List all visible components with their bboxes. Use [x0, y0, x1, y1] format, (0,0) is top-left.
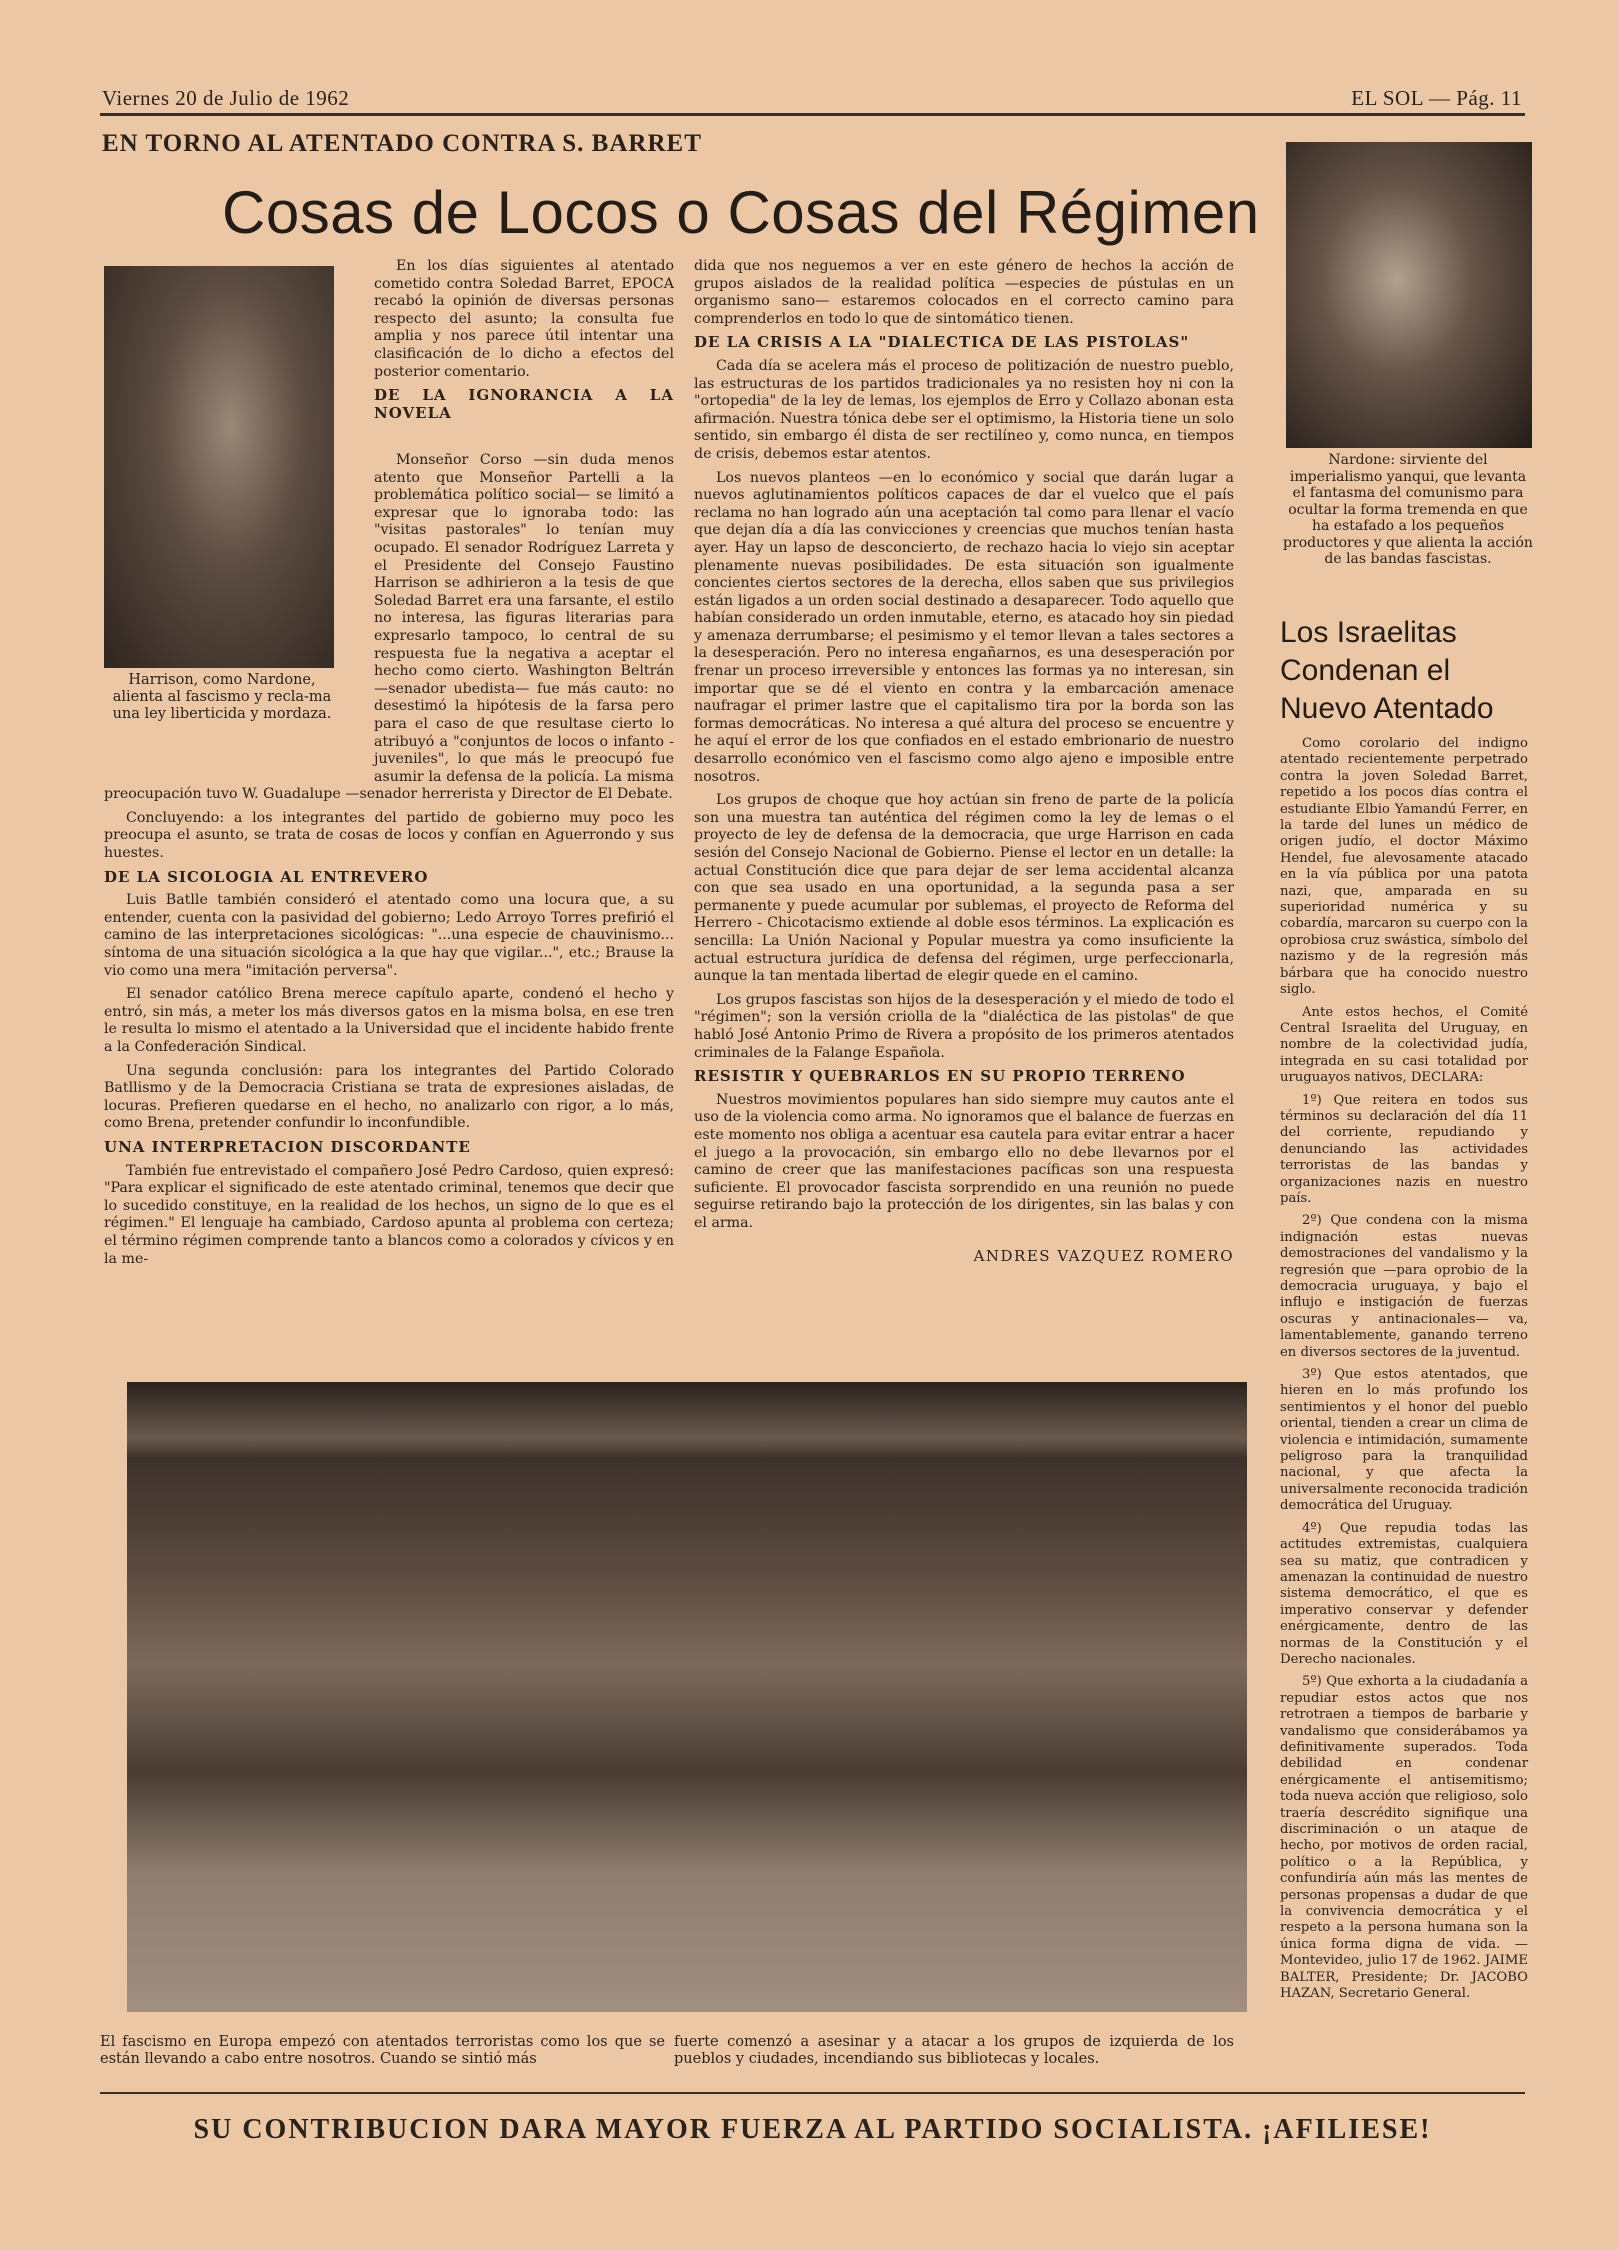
intro-paragraph: En los días siguientes al atentado cometido contra Soledad Barret, EPOCA recabó la opinión de diversas personas respecto del asunto; la consulta fue amplia y nos parece útil intentar una clasificación de lo dicho a efectos del posterior comentario. [374, 258, 674, 380]
paragraph: 5º) Que exhorta a la ciudadanía a repudiar estos actos que nos retrotraen a tiempos de barbarie y vandalismo que considerábamos ya definitivamente superados. Toda debilidad en condenar enérgicamente el antisemitismo; toda nueva acción que religioso, solo traería descrédito signifique una discriminación o un ataque de hecho, por motivos de orden racial, político o a la República, y confundiría aún más las mentes de personas propensas a dudar de que la convivencia democrática y el respeto a la persona humana son la única forma digna de vida. — Montevideo, julio 17 de 1962. JAIME BALTER, Presidente; Dr. JACOBO HAZAN, Secretario General. [1280, 1674, 1528, 2002]
kicker: EN TORNO AL ATENTADO CONTRA S. BARRET [102, 130, 702, 157]
nardone-caption: Nardone: sirviente del imperialismo yanqui, que levanta el fantasma del comunismo para ocultar la forma tremenda en que ha estafado a los pequeños productores y que alienta la acción de las bandas fascistas. [1283, 452, 1533, 567]
fascism-caption-right: fuerte comenzó a asesinar y a atacar a los grupos de izquierda de los pueblos y ciudades, incendiando sus bibliotecas y locales. [674, 2034, 1234, 2067]
side-headline-line: Los Israelitas [1280, 616, 1457, 649]
subhead-interpretacion: UNA INTERPRETACION DISCORDANTE [104, 1137, 471, 1156]
paragraph: También fue entrevistado el compañero José Pedro Cardoso, quien expresó: "Para explicar el significado de este atentado criminal, tenemos que decir que lo sucedido constituye, en la realidad de los hechos, un signo de lo que es el régimen." El lenguaje ha cambiado, Cardoso apunta al problema con certeza; el término régimen comprende tanto a blancos como a colorados y cívicos y en la me- [104, 1162, 674, 1267]
side-headline [1280, 614, 1540, 728]
footer-rule [100, 2092, 1525, 2094]
paragraph: Una segunda conclusión: para los integrantes del Partido Colorado Batllismo y de la Democracia Cristiana se trata de expresiones aisladas, de locuras. Prefieren quedarse en el hecho, no analizarlo con rigor, a lo más, como Brena, pretender confundir lo inconfundible. [104, 1062, 674, 1132]
subhead-resistir: RESISTIR Y QUEBRARLOS EN SU PROPIO TERRENO [694, 1067, 1186, 1086]
paragraph: Luis Batlle también consideró el atentado como una locura que, a su entender, cuenta con la pasividad del gobierno; Ledo Arroyo Torres prefirió el camino de las interpretaciones sicológicas: "...una especie de chauvinismo... síntoma de una situación sicológica a la que hay que vigilar...", etc.; Brause la vio como una mera "imitación perversa". [104, 892, 674, 979]
paragraph: Nuestros movimientos populares han sido siempre muy cautos ante el uso de la violencia como arma. No ignoramos que el balance de fuerzas en este momento nos obliga a acentuar esa cautela para evitar entrar a hacer el juego a la provocación, sin embargo ello no debe llevarnos por el camino de creer que las manifestaciones pacíficas son una respuesta suficiente. El provocador fascista sorprendido en una reunión no puede seguirse retirando bajo la protección de los dirigentes, sin las balas y con el arma. [694, 1091, 1234, 1231]
side-article-body [1280, 736, 1528, 2008]
header-rule [100, 113, 1525, 116]
paragraph: 4º) Que repudia todas las actitudes extremistas, cualquiera sea su matiz, que contradicen y amenazan la continuidad de nuestro sistema democrático, el que es imperativo conservar y defender enérgicamente, dentro de las normas de la Constitución y el Derecho nacionales. [1280, 1520, 1528, 1667]
nardone-photo [1286, 142, 1532, 448]
footer-slogan: SU CONTRIBUCION DARA MAYOR FUERZA AL PARTIDO SOCIALISTA. ¡AFILIESE! [193, 2114, 1432, 2145]
article-column-2 [694, 258, 1234, 1266]
subhead-ignorancia: DE LA IGNORANCIA A LA NOVELA [374, 386, 674, 422]
paragraph: Como corolario del indigno atentado recientemente perpetrado contra la joven Soledad Barret, repetido a los pocos días contra el estudiante Elbio Yamandú Ferrer, en la tarde del lunes un médico de origen judío, el doctor Máximo Hendel, fue alevosamente atacado en la vía pública por una patota nazi, que, amparada en su superioridad numérica y su cobardía, marcaron su cuerpo con la oprobiosa cruz swástica, símbolo del nazismo y de la regresión más bárbara que ha conocido nuestro siglo. [1280, 736, 1528, 998]
side-headline-line: Condenan el [1280, 654, 1451, 687]
paper-page: EL SOL — Pág. 11 [1351, 86, 1522, 110]
paragraph: El senador católico Brena merece capítulo aparte, condenó el hecho y entró, sin más, a meter los más diversos gatos en la misma bolsa, en ese tren le resulta lo mismo el atentado a la Universidad que el incidente habido frente a la Confederación Sindical. [104, 986, 674, 1055]
paragraph: 1º) Que reitera en todos sus términos su declaración del día 11 del corriente, repudiando y denunciando las actividades terroristas de las bandas y organizaciones nazis en nuestro país. [1280, 1092, 1528, 1206]
paragraph: Ante estos hechos, el Comité Central Israelita del Uruguay, en nombre de la colectividad judía, integrada en su casi totalidad por uruguayos nativos, DECLARA: [1280, 1004, 1528, 1086]
paragraph: 3º) Que estos atentados, que hieren en lo más profundo los sentimientos y el honor del pueblo oriental, tienden a crear un clima de violencia e intimidación, sumamente peligroso para la tranquilidad nacional, y que afecta la universalmente reconocida tradición democrática del Uruguay. [1280, 1367, 1528, 1514]
paragraph: dida que nos neguemos a ver en este género de hechos la acción de grupos aislados de la realidad política —especies de pústulas en un organismo sano— estaremos colocados en el correcto camino para comprenderlos en todo lo que de sintomático tienen. [694, 258, 1234, 327]
fascism-photo [127, 1382, 1247, 2012]
photo-float-spacer [104, 452, 374, 772]
paragraph: Los nuevos planteos —en lo económico y social que darán lugar a nuevos aglutinamientos políticos capaces de dar el vuelco que el país reclama no han logrado aún una aceptación tal como para llenar el vacío que dejan día a día las convicciones y creencias que muchos tenían hasta ayer. Hay un lapso de desconcierto, de rechazo hacia lo viejo sin aceptar plenamente nuevas posibilidades. De esta situación son igualmente concientes ciertos sectores de la derecha, ellos saben que sus privilegios están ligados a un orden social destinado a desaparecer. Todo aquello que habían considerado un orden inmutable, eterno, es atacado hoy sin piedad y amenaza derrumbarse; el pesimismo y el temor llevan a tales sectores a la desesperación. Pero no interesa engañarnos, es una desesperación por frenar un proceso irreversible y entonces las formas ya no interesan, sin importar que se dé el viento en contra y la embarcación amenace naufragar el primer lastre que el capitalismo tira por la borda son las formas democráticas. No interesa a qué altura del proceso se encuentre y he aquí el error de los que confiados en el estado embrionario de nuestro desarrollo económico ven el fascismo como algo ajeno e imposible entre nosotros. [694, 469, 1234, 785]
issue-date: Viernes 20 de Julio de 1962 [102, 86, 350, 110]
article-column-1 [374, 258, 674, 428]
paragraph: Los grupos de choque que hoy actúan sin freno de parte de la policía son una muestra tan auténtica del régimen como la ley de lemas o el proyecto de ley de defensa de la democracia, que urge Harrison en cada sesión del Consejo Nacional de Gobierno. Piense el lector en un detalle: la actual Constitución dice que para dejar de ser lema accidental alcanza con que sea usado en una oportunidad, a la segunda pasa a ser permanente y puede acumular por sublemas, el proyecto de Reforma del Herrero - Chicotacismo extiende al doble esos términos. La explicación es sencilla: La Unión Nacional y Popular muestra ya como insuficiente la actual estructura jurídica de defensa del régimen, urge perfeccionarla, aunque la tan mentada libertad de elegir quede en el camino. [694, 792, 1234, 985]
article-column-1-body [104, 452, 674, 1274]
fascism-caption-left: El fascismo en Europa empezó con atentados terroristas como los que se están llevando a cabo entre nosotros. Cuando se sintió más [100, 2034, 665, 2067]
paragraph: Cada día se acelera más el proceso de politización de nuestro pueblo, las estructuras de los partidos tradicionales ya no resisten hoy ni con la "ortopedia" de la ley de lemas, los ejemplos de Erro y Collazo abonan esta afirmación. Nuestra tónica debe ser el optimismo, la Historia tiene un solo sentido, sin embargo él dista de ser rectilíneo y, como nunca, en tiempos de crisis, debemos estar atentos. [694, 357, 1234, 462]
paragraph: 2º) Que condena con la misma indignación estas nuevas demostraciones del vandalismo y la regresión que —para oprobio de la democracia uruguaya, y bajo el influjo e instigación de fuerzas oscuras y antinacionales— va, lamentablemente, ganando terreno en diversos sectores de la juventud. [1280, 1213, 1528, 1360]
headline: Cosas de Locos o Cosas del Régimen [222, 179, 1260, 246]
paragraph: Los grupos fascistas son hijos de la desesperación y el miedo de todo el "régimen"; son la versión criolla de la "dialéctica de las pistolas" de que habló José Antonio Primo de Rivera a propósito de los primeros atentados criminales de la Falange Española. [694, 991, 1234, 1061]
subhead-crisis: DE LA CRISIS A LA "DIALECTICA DE LAS PISTOLAS" [694, 333, 1190, 352]
harrison-caption: Harrison, como Nardone, alienta al fascismo y recla-ma una ley liberticida y mordaza. [112, 672, 332, 722]
paragraph: Concluyendo: a los integrantes del partido de gobierno muy poco les preocupa el asunto, se trata de cosas de locos y confían en Aguerrondo y sus huestes. [104, 809, 674, 862]
author-signature: ANDRES VAZQUEZ ROMERO [973, 1247, 1234, 1266]
side-headline-line: Nuevo Atentado [1280, 692, 1494, 725]
paragraph: Monseñor Corso —sin duda menos atento que Monseñor Partelli a la problemática político social— se limitó a expresar que lo ignoraba todo: las "visitas pastorales" lo tenían muy ocupado. El senador Rodríguez Larreta y el Presidente del Consejo Faustino Harrison se adhirieron a la tesis de que Soledad Barret era una farsante, el estilo no interesa, las figuras literarias para expresarlo tampoco, lo central de su respuesta fue la negativa a aceptar el hecho como cierto. Washington Beltrán —senador ubedista— fue más cauto: no desestimó la hipótesis de la farsa pero para el caso de que resultase cierto lo atribuyó a "conjuntos de locos o infanto - juveniles", lo que más le preocupó fue asumir la defensa de la policía. La misma preocupación tuvo W. Guadalupe —senador herrerista y Director de El Debate. [104, 452, 674, 803]
subhead-sicologia: DE LA SICOLOGIA AL ENTREVERO [104, 867, 429, 886]
